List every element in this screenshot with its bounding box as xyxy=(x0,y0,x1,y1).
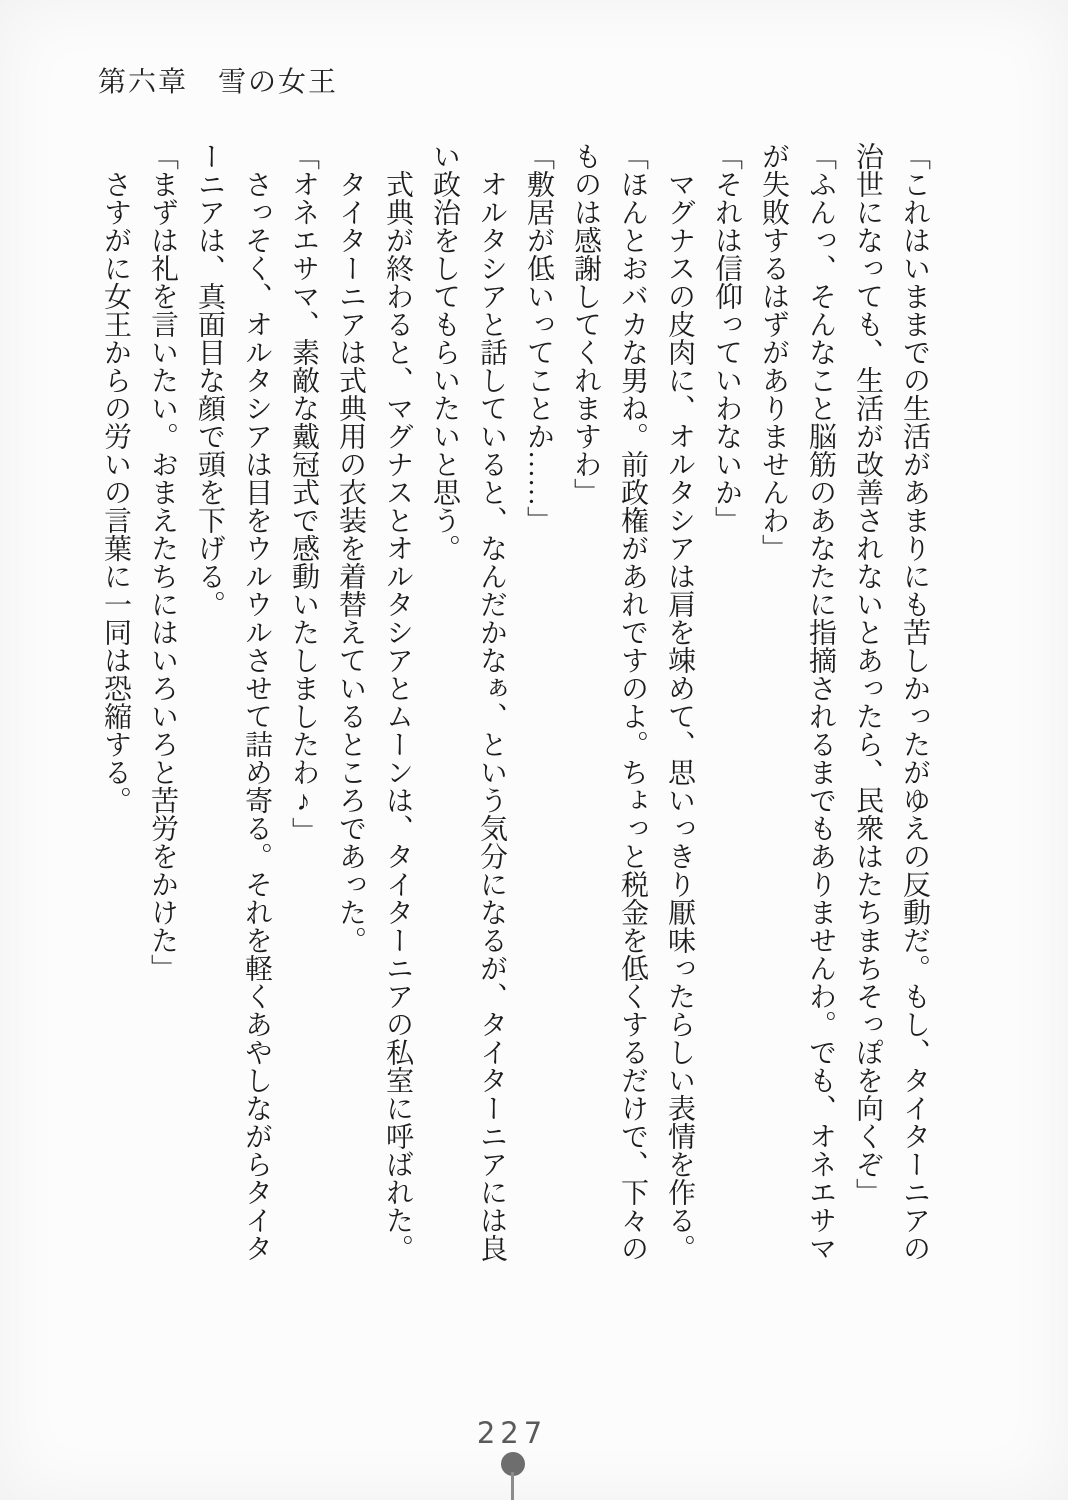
paragraph-dialogue-6: 「オネエサマ、素敵な戴冠式で感動いたしましたわ♪」 xyxy=(288,142,319,845)
paragraph-dialogue-7: 「まずは礼を言いたい。おまえたちにはいろいろと苦労をかけた」 xyxy=(147,142,178,982)
paragraph-dialogue-1: 「これはいままでの生活があまりにも苦しかったがゆえの反動だ。もし、タイターニアの治世になっても、生活が改善されないとあったら、民衆はたちまちそっぽを向くぞ」 xyxy=(852,142,930,1262)
paragraph-narration-3: 式典が終わると、マグナスとオルタシアとムーンは、タイターニアの私室に呼ばれた。 xyxy=(382,170,413,1262)
chapter-header: 第六章 雪の女王 xyxy=(98,67,339,98)
paragraph-dialogue-3: 「それは信仰っていわないか」 xyxy=(711,142,742,534)
footer-ornament-line xyxy=(511,1472,514,1500)
body-text xyxy=(28,142,938,1272)
paragraph-dialogue-5: 「敷居が低いってことか……」 xyxy=(523,142,554,534)
paragraph-narration-1: マグナスの皮肉に、オルタシアは肩を竦めて、思いっきり厭味ったらしい表情を作る。 xyxy=(664,170,695,1262)
paragraph-narration-4: タイターニアは式典用の衣装を着替えているところであった。 xyxy=(335,170,366,954)
paragraph-dialogue-4: 「ほんとおバカな男ね。前政権があれですのよ。ちょっと税金を低くするだけで、下々のものは感謝してくれますわ」 xyxy=(570,142,648,1262)
paragraph-narration-6: さすがに女王からの労いの言葉に一同は恐縮する。 xyxy=(100,170,131,814)
paragraph-narration-5: さっそく、オルタシアは目をウルウルさせて詰め寄る。それを軽くあやしながらタイターニアは、真面目な顔で頭を下げる。 xyxy=(194,142,272,1262)
paragraph-dialogue-2: 「ふんっ、そんなこと脳筋のあなたに指摘されるまでもありませんわ。でも、オネエサマが失敗するはずがありませんわ」 xyxy=(758,142,836,1262)
page-number: 227 xyxy=(476,1416,548,1450)
paragraph-narration-2: オルタシアと話していると、なんだかなぁ、という気分になるが、タイターニアには良い政治をしてもらいたいと思う。 xyxy=(429,142,507,1262)
